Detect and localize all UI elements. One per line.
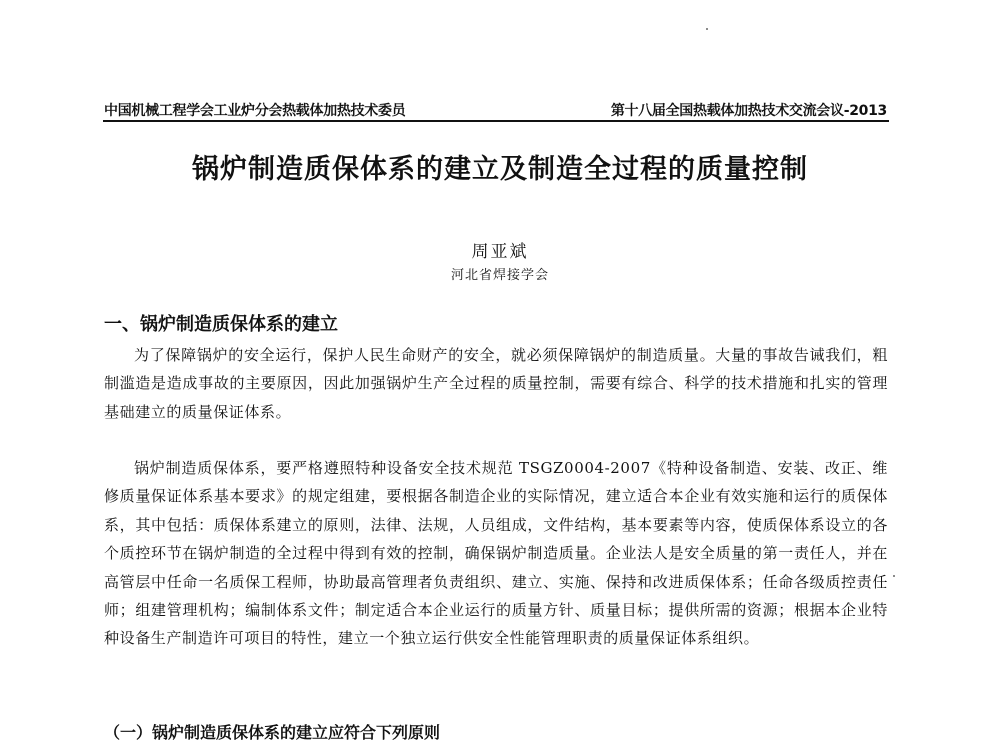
scan-speck — [893, 575, 895, 577]
running-header-right: 第十八届全国热载体加热技术交流会议-2013 — [610, 103, 887, 119]
author-name: 周亚斌 — [471, 242, 529, 262]
author-affiliation: 河北省焊接学会 — [450, 268, 549, 283]
running-header-left: 中国机械工程学会工业炉分会热载体加热技术委员 — [104, 103, 406, 119]
body-paragraph: 锅炉制造质保体系，要严格遵照特种设备安全技术规范 TSGZ0004-2007《特种设备制造、安装、改正、维修质量保证体系基本要求》的规定组建，要根据各制造企业的实际情况，建立适合本企业有效实施和运行的质保体系，其中包括：质保体系建立的原则，法律、法规，人员组成，文件结构，基本要素等内容，使质保体系设立的各个质控环节在锅炉制造的全过程中得到有效的控制，确保锅炉制造质量。企业法人是安全质量的第一责任人，并在高管层中任命一名质保工程师，协助最高管理者负责组织、建立、实施、保持和改进质保体系；任命各级质控责任师；组建管理机构；编制体系文件；制定适合本企业运行的质量方针、质量目标；提供所需的资源；根据本企业特种设备生产制造许可项目的特性，建立一个独立运行供安全性能管理职责的质量保证体系组织。 — [104, 459, 888, 648]
section-heading: 一、锅炉制造质保体系的建立 — [104, 314, 338, 335]
header-rule — [103, 120, 889, 122]
scan-speck — [706, 28, 708, 30]
subsection-heading: （一）锅炉制造质保体系的建立应符合下列原则 — [104, 723, 441, 742]
paper-title: 锅炉制造质保体系的建立及制造全过程的质量控制 — [192, 154, 808, 185]
body-paragraph: 为了保障锅炉的安全运行，保护人民生命财产的安全，就必须保障锅炉的制造质量。大量的事故告诫我们，粗制滥造是造成事故的主要原因，因此加强锅炉生产全过程的质量控制，需要有综合、科学的技术措施和扎实的管理基础建立的质量保证体系。 — [104, 346, 888, 421]
